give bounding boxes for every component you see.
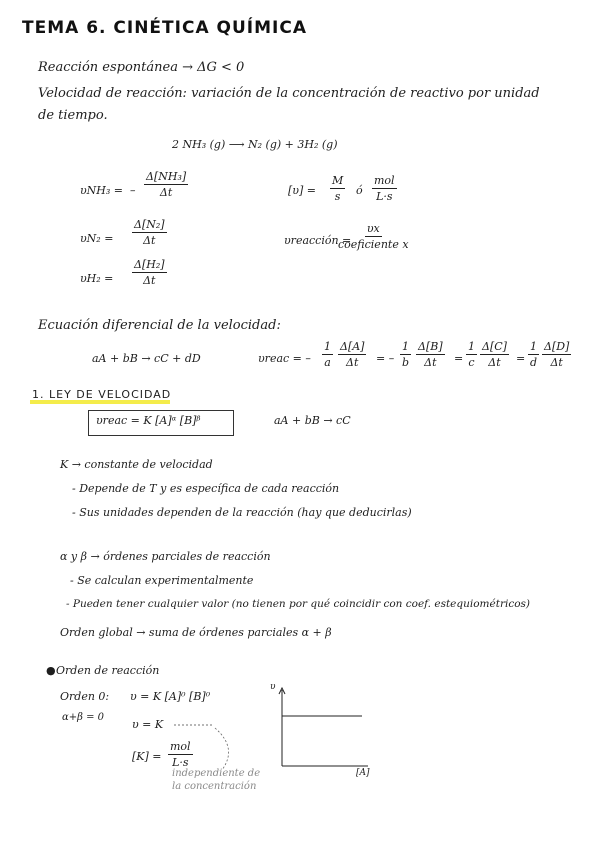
frac-1-b-num: 1 <box>402 340 409 353</box>
note-line-2: la concentración <box>172 781 257 792</box>
differential-lhs: υreac = – <box>258 352 311 365</box>
frac-dD-num: Δ[D] <box>544 340 570 353</box>
k-bullet-1: - Depende de T y es específica de cada reacción <box>72 482 340 495</box>
note-line-1: independiente de <box>172 768 261 779</box>
rate-reaction-label: υreacción = <box>284 234 352 247</box>
frac-dA-den: Δt <box>346 356 359 369</box>
frac-1-a-den: a <box>324 356 331 369</box>
rate-h2-denominator: Δt <box>143 274 156 287</box>
differential-eq2: = <box>454 352 464 365</box>
frac-1-d-num: 1 <box>530 340 537 353</box>
rate-h2-label: υH₂ = <box>80 272 114 285</box>
frac-dB-den: Δt <box>424 356 437 369</box>
k-bullet-2: - Sus unidades dependen de la reacción (hay que deducirlas) <box>72 506 412 519</box>
rate-units-lhs: [υ] = <box>288 184 316 197</box>
frac-dC-den: Δt <box>488 356 501 369</box>
rate-law-heading: 1. LEY DE VELOCIDAD <box>32 388 172 401</box>
k-units-num: mol <box>170 740 191 753</box>
rate-h2-numerator: Δ[H₂] <box>134 258 165 271</box>
page-title: TEMA 6. CINÉTICA QUÍMICA <box>22 18 307 38</box>
order-0-label: Orden 0: <box>60 690 110 703</box>
frac-1-a-num: 1 <box>324 340 331 353</box>
frac-1-c-den: c <box>468 356 475 369</box>
velocity-definition-line-2: de tiempo. <box>38 108 108 123</box>
velocity-definition-line-1: Velocidad de reacción: variación de la concentración de reactivo por unidad <box>38 86 540 101</box>
frac-1-d-den: d <box>529 356 538 369</box>
example-reaction: 2 NH₃ (g) ⟶ N₂ (g) + 3H₂ (g) <box>172 138 338 151</box>
rate-nh3-denominator: Δt <box>159 186 173 199</box>
rate-n2-numerator: Δ[N₂] <box>134 218 165 231</box>
k-definition: K → constante de velocidad <box>60 458 213 471</box>
bullet-dot: ● <box>46 664 56 677</box>
orders-bullet-2: - Pueden tener cualquier valor (no tienen por qué coincidir con coef. estequiométricos) <box>66 598 531 610</box>
frac-1-c-num: 1 <box>468 340 475 353</box>
rate-nh3-label: υNH₃ = <box>80 184 124 197</box>
rate-n2-label: υN₂ = <box>80 232 114 245</box>
units-ls: L·s <box>376 190 393 203</box>
units-m: M <box>332 174 344 187</box>
graph-y-label: υ <box>270 682 276 692</box>
frac-1-b-den: b <box>401 356 410 369</box>
rate-law-reaction: aA + bB → cC <box>274 414 351 427</box>
differential-reaction: aA + bB → cC + dD <box>92 352 201 365</box>
frac-dA-num: Δ[A] <box>340 340 365 353</box>
differential-eq3: = <box>516 352 526 365</box>
order-0-k-units-lhs: [K] = <box>132 750 162 763</box>
differential-heading: Ecuación diferencial de la velocidad: <box>38 318 281 333</box>
rate-n2-denominator: Δt <box>143 234 156 247</box>
spontaneous-line: Reacción espontánea → ΔG < 0 <box>38 60 245 75</box>
units-or: ó <box>356 184 363 197</box>
frac-dB-num: Δ[B] <box>418 340 443 353</box>
units-mol: mol <box>374 174 395 187</box>
k-units-den: L·s <box>172 756 189 769</box>
global-order: Orden global → suma de órdenes parciales α + β <box>60 626 332 639</box>
frac-dD-den: Δt <box>550 356 563 369</box>
units-s: s <box>334 190 341 203</box>
rate-reaction-denominator: coeficiente x <box>338 238 409 251</box>
rate-nh3-sign: – <box>130 184 136 197</box>
rate-law-formula: υreac = K [A]ᵅ [B]ᵝ <box>96 414 201 427</box>
order-heading: Orden de reacción <box>56 664 160 677</box>
differential-eq1: = – <box>376 352 395 365</box>
order-0-v-equals-k: υ = K <box>132 718 164 731</box>
rate-reaction-numerator: υx <box>366 222 380 235</box>
rate-nh3-numerator: Δ[NH₃] <box>146 170 187 183</box>
frac-dC-num: Δ[C] <box>482 340 507 353</box>
graph-x-label: [A] <box>356 768 370 778</box>
order-0-equation: υ = K [A]⁰ [B]⁰ <box>130 690 211 703</box>
orders-definition: α y β → órdenes parciales de reacción <box>60 550 271 563</box>
orders-bullet-1: - Se calculan experimentalmente <box>70 574 254 587</box>
order-0-sum: α+β = 0 <box>62 712 105 723</box>
note-pointer <box>215 728 229 770</box>
